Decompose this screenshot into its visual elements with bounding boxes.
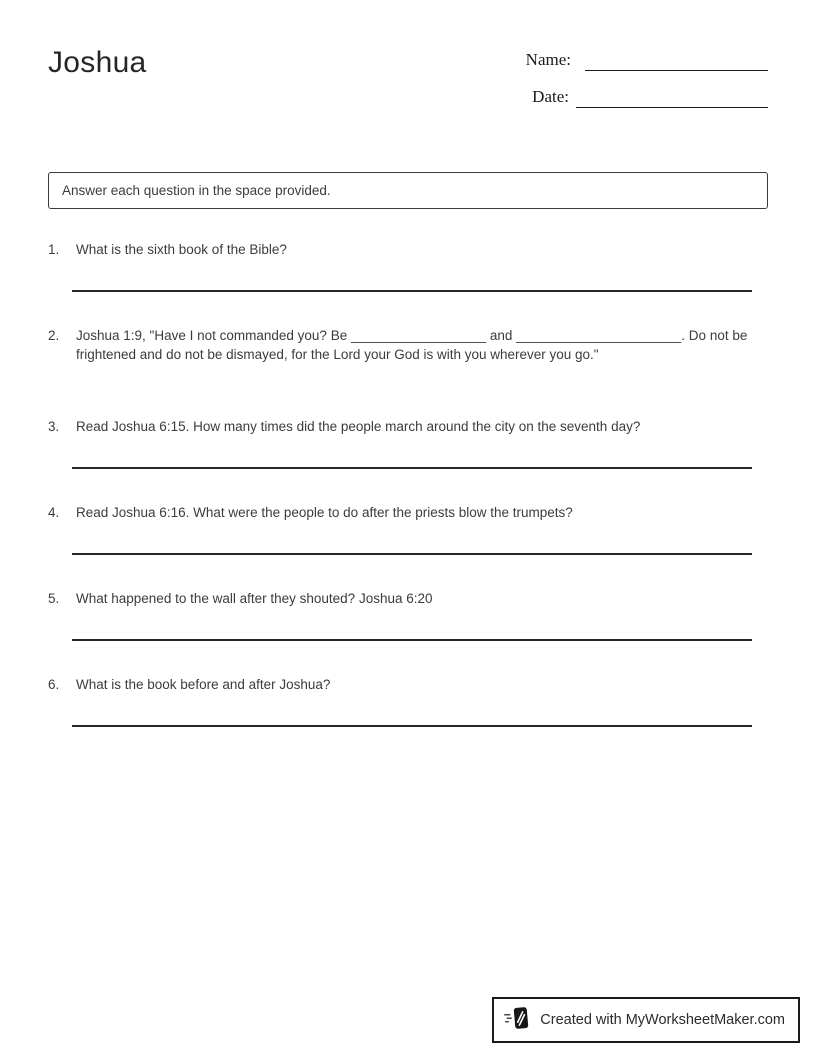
instructions-text: Answer each question in the space provided.	[62, 183, 331, 198]
question-5	[48, 589, 768, 641]
question-number: 4.	[48, 505, 60, 520]
question-text: Read Joshua 6:16. What were the people to do after the priests blow the trumpets?	[76, 505, 573, 520]
question-number: 1.	[48, 242, 60, 257]
question-number: 5.	[48, 591, 60, 606]
question-text: What is the sixth book of the Bible?	[76, 242, 287, 257]
answer-line	[72, 553, 752, 555]
question-number: 3.	[48, 419, 60, 434]
question-1	[48, 240, 768, 292]
date-row	[518, 87, 768, 108]
question-text: Read Joshua 6:15. How many times did the people march around the city on the seventh day?	[76, 419, 641, 434]
footer-credit-text: Created with MyWorksheetMaker.com	[540, 1012, 785, 1028]
question-3	[48, 417, 768, 469]
question-text: Joshua 1:9, "Have I not commanded you? Be __________________ and ______________________. Do not be frightened and do not be dismayed, for the Lord your God is with you wherever you go."	[76, 328, 748, 362]
instructions-box	[48, 172, 768, 209]
question-6	[48, 675, 768, 727]
answer-line	[72, 290, 752, 292]
header	[48, 45, 768, 124]
date-label: Date:	[532, 87, 569, 106]
answer-line	[72, 639, 752, 641]
question-text: What happened to the wall after they shouted? Joshua 6:20	[76, 591, 433, 606]
worksheet-maker-logo-icon	[504, 1006, 531, 1034]
question-4	[48, 503, 768, 555]
question-text: What is the book before and after Joshua?	[76, 677, 331, 692]
answer-line	[72, 725, 752, 727]
footer-credit-badge	[492, 997, 800, 1043]
answer-line	[72, 467, 752, 469]
date-blank-line	[576, 89, 768, 108]
question-number: 2.	[48, 328, 60, 343]
name-blank-line	[585, 52, 768, 71]
question-list	[48, 240, 768, 727]
name-row	[518, 50, 768, 71]
name-label: Name:	[525, 50, 571, 69]
worksheet-title: Joshua	[48, 46, 147, 79]
question-number: 6.	[48, 677, 60, 692]
question-2	[48, 326, 768, 364]
name-date-block	[518, 50, 768, 124]
